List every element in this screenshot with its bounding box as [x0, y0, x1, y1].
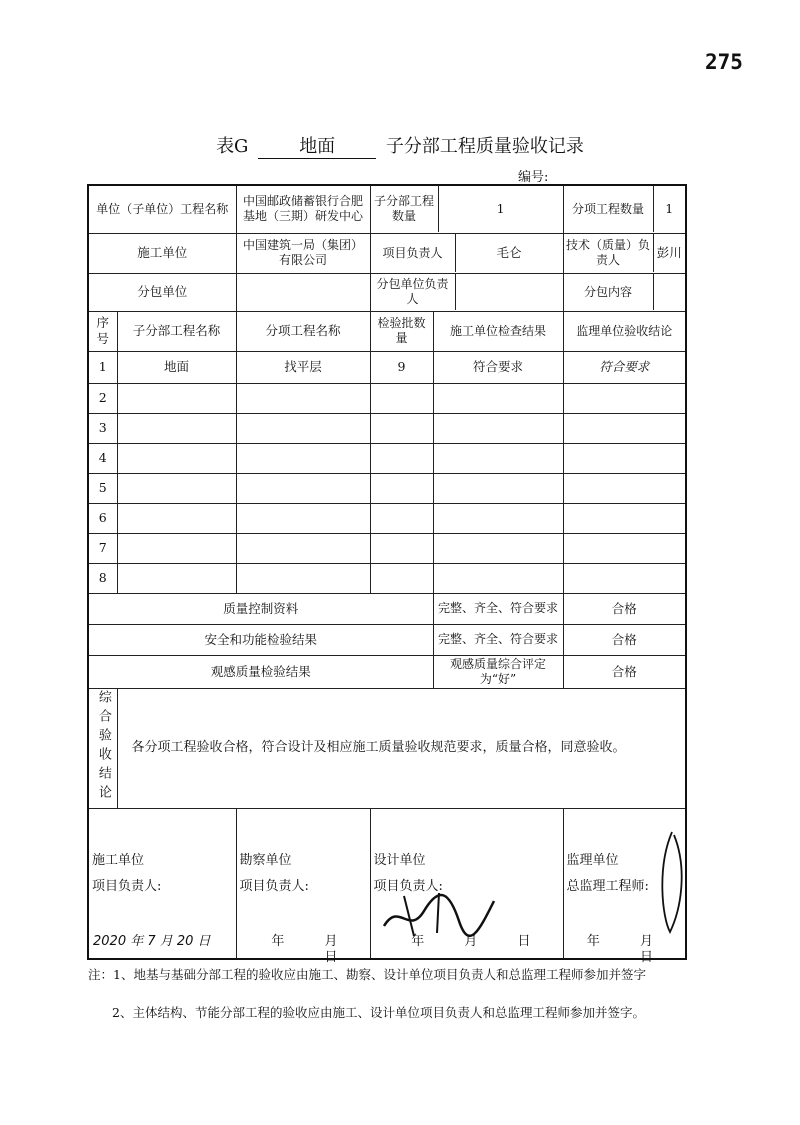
sub-pm-label: 分包单位负责人 [371, 274, 456, 310]
acceptance-table [87, 184, 687, 966]
sig-date: 2020 年 7 月 20 日 [93, 934, 211, 950]
table-row [88, 473, 686, 503]
signature-supervision [563, 809, 686, 966]
sig-person-label: 总监理工程师: [566, 879, 649, 895]
sig-unit: 监理单位 [566, 853, 619, 869]
conclusion-text: 各分项工程验收合格，符合设计及相应施工质量验收规范要求，质量合格，同意验收。 [117, 688, 686, 809]
sig-unit: 勘察单位 [239, 853, 292, 869]
sig-date: 年 月 日 [586, 934, 672, 966]
col-conclusion: 监理单位验收结论 [563, 311, 686, 351]
row-item: 找平层 [236, 351, 370, 383]
row-count [370, 503, 433, 533]
note-2: 2、主体结构、节能分部工程的验收应由施工、设计单位项目负责人和总监理工程师参加并签字。 [112, 1005, 645, 1020]
row-sub: 地面 [117, 351, 236, 383]
sub-content-value [653, 274, 685, 310]
row-item [236, 443, 370, 473]
row-no: 2 [88, 383, 117, 413]
page-number: 275 [705, 50, 743, 74]
row-conclusion [563, 503, 686, 533]
row-result: 符合要求 [433, 351, 563, 383]
row-count [370, 533, 433, 563]
row-no: 6 [88, 503, 117, 533]
conclusion-row [88, 688, 686, 809]
handwritten-signature-icon [379, 881, 499, 941]
doc-number [518, 166, 643, 185]
item-count-value: 1 [665, 201, 674, 217]
header-row-contractor [88, 233, 686, 273]
signature-contractor [88, 809, 236, 959]
row-sub [117, 383, 236, 413]
row-count: 9 [370, 351, 433, 383]
summary-check: 完整、齐全、符合要求 [433, 624, 563, 655]
row-result [433, 563, 563, 593]
row-item [236, 503, 370, 533]
summary-label: 安全和功能检验结果 [88, 624, 433, 655]
subcontractor-label: 分包单位 [88, 273, 236, 311]
row-conclusion [563, 443, 686, 473]
table-row [88, 383, 686, 413]
contractor-label: 施工单位 [88, 233, 236, 273]
subcontractor-value [236, 273, 370, 311]
doc-number-label: 编号: [518, 170, 549, 185]
sub-count-value: 1 [496, 201, 505, 216]
row-count [370, 413, 433, 443]
summary-label: 观感质量检验结果 [88, 655, 433, 688]
row-sub [117, 503, 236, 533]
tech-label: 技术（质量）负责人 [564, 234, 654, 272]
col-result: 施工单位检查结果 [433, 311, 563, 351]
pm-label: 项目负责人 [371, 234, 456, 272]
title-suffix: 子分部工程质量验收记录 [385, 136, 584, 157]
conclusion-label: 综合验收结论 [95, 689, 111, 804]
row-item [236, 563, 370, 593]
row-conclusion [563, 383, 686, 413]
row-no: 8 [88, 563, 117, 593]
row-conclusion [563, 413, 686, 443]
row-count [370, 563, 433, 593]
contractor-value: 中国建筑一局（集团）有限公司 [236, 233, 370, 273]
table-row [88, 443, 686, 473]
summary-label: 质量控制资料 [88, 593, 433, 624]
row-count [370, 383, 433, 413]
row-count [370, 473, 433, 503]
row-no: 3 [88, 413, 117, 443]
row-no: 5 [88, 473, 117, 503]
sig-person-label: 项目负责人: [373, 879, 443, 895]
row-item [236, 413, 370, 443]
summary-row [88, 624, 686, 655]
sig-unit: 设计单位 [373, 853, 426, 869]
item-count-label: 分项工程数量 [564, 186, 654, 232]
note-1: 注：1、地基与基础分部工程的验收应由施工、勘察、设计单位项目负责人和总监理工程师参加并签字 [88, 967, 646, 982]
unit-label: 单位（子单位）工程名称 [88, 185, 236, 233]
row-result [433, 443, 563, 473]
summary-row [88, 655, 686, 688]
sig-person-label: 项目负责人: [92, 879, 162, 895]
handwritten-signature-icon [652, 827, 692, 937]
row-sub [117, 563, 236, 593]
title-prefix: 表G [216, 136, 249, 157]
sig-date: 年 月 日 [411, 934, 549, 950]
table-row [88, 351, 686, 383]
summary-result: 合格 [563, 624, 686, 655]
row-count [370, 443, 433, 473]
sig-unit: 施工单位 [92, 853, 145, 869]
summary-row [88, 593, 686, 624]
tech-value: 彭川 [656, 245, 682, 261]
row-result [433, 383, 563, 413]
col-sub: 子分部工程名称 [117, 311, 236, 351]
sub-content-label: 分包内容 [564, 274, 654, 310]
table-row [88, 503, 686, 533]
sig-date: 年 月 日 [271, 934, 356, 966]
sub-pm-value [455, 274, 563, 310]
row-no: 7 [88, 533, 117, 563]
unit-value: 中国邮政储蓄银行合肥基地（三期）研发中心 [236, 185, 370, 233]
row-item [236, 533, 370, 563]
col-item: 分项工程名称 [236, 311, 370, 351]
row-sub [117, 473, 236, 503]
pm-value: 毛仑 [496, 245, 522, 261]
row-no: 1 [88, 351, 117, 383]
header-row-unit [88, 185, 686, 233]
signature-survey [236, 809, 370, 966]
summary-check: 完整、齐全、符合要求 [433, 593, 563, 624]
header-row-subcontractor [88, 273, 686, 311]
summary-check: 观感质量综合评定为“好” [433, 655, 563, 688]
row-sub [117, 533, 236, 563]
row-result [433, 473, 563, 503]
table-row [88, 563, 686, 593]
row-no: 4 [88, 443, 117, 473]
row-conclusion [563, 533, 686, 563]
row-conclusion [563, 473, 686, 503]
row-result [433, 503, 563, 533]
row-item [236, 473, 370, 503]
form-title [0, 132, 800, 159]
row-conclusion: 符合要求 [563, 351, 686, 383]
col-count: 检验批数量 [370, 311, 433, 351]
row-conclusion [563, 563, 686, 593]
row-result [433, 413, 563, 443]
row-result [433, 533, 563, 563]
sub-count-label: 子分部工程数量 [371, 186, 439, 232]
row-sub [117, 443, 236, 473]
table-row [88, 413, 686, 443]
summary-result: 合格 [563, 655, 686, 688]
summary-result: 合格 [563, 593, 686, 624]
sig-person-label: 项目负责人: [239, 879, 309, 895]
column-header-row [88, 311, 686, 351]
row-sub [117, 413, 236, 443]
signature-design [370, 809, 563, 959]
title-blank-value: 地面 [258, 132, 376, 159]
col-no: 序号 [88, 311, 117, 351]
row-item [236, 383, 370, 413]
signature-row [88, 809, 686, 959]
table-row [88, 533, 686, 563]
